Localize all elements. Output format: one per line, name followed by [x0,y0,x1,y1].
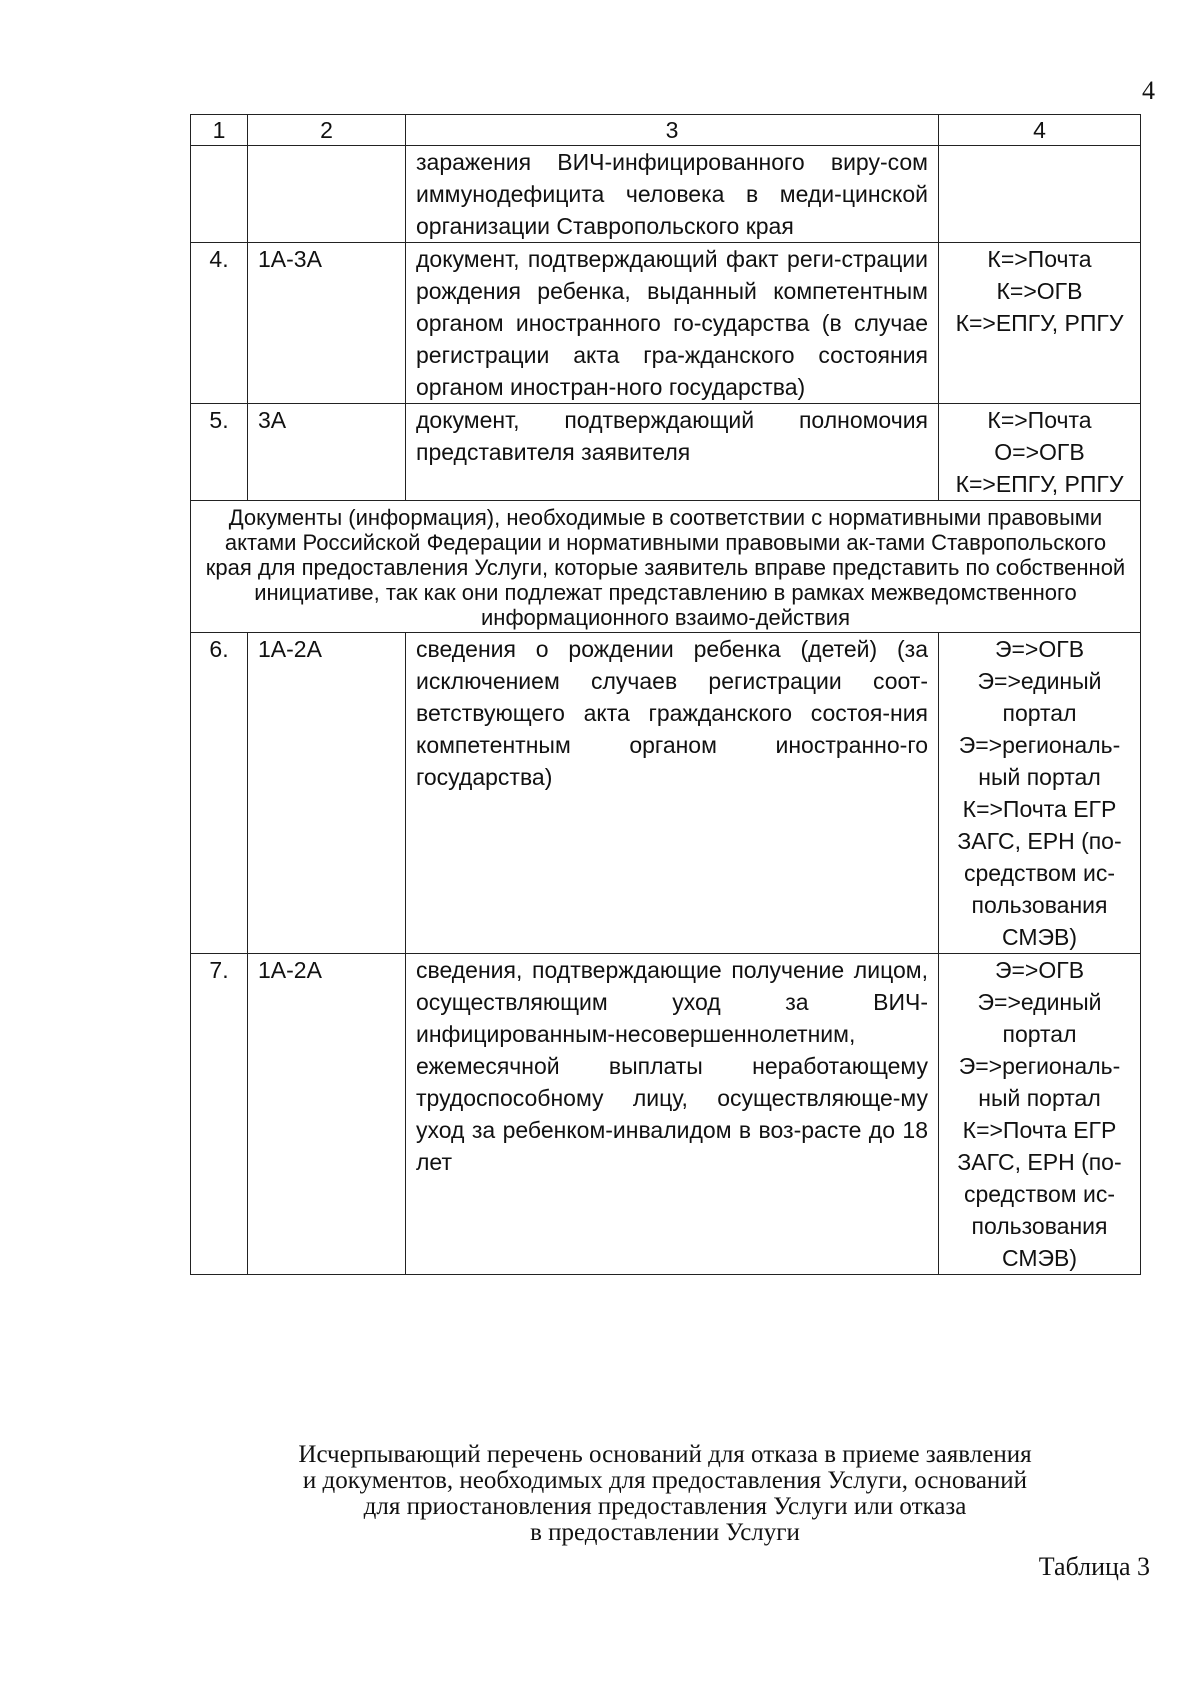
row-number: 7. [191,954,248,1275]
table-row [191,404,1141,501]
row-number: 4. [191,243,248,404]
channel-line: К=>Почта [987,407,1092,433]
table-label: Таблица 3 [1038,1552,1150,1581]
channel-line: Э=>ОГВ [994,957,1085,983]
channel-line: ный портал [978,764,1101,790]
channel-line: СМЭВ) [1001,1245,1078,1271]
header-col-3: 3 [406,115,939,146]
channel-line: К=>ОГВ [996,278,1083,304]
channel-line: К=>Почта [987,246,1092,272]
row-channels [939,954,1141,1275]
row-channels [939,243,1141,404]
channel-line: средством ис- [964,860,1115,886]
caption-line: и документов, необходимых для предоставления Услуги, оснований [302,1467,1028,1494]
table-row [191,243,1141,404]
channel-line: Э=>единый [977,989,1102,1015]
row-code [248,146,406,243]
channel-line: О=>ОГВ [994,439,1085,465]
channel-line: Э=>региональ- [958,1053,1121,1079]
header-col-2: 2 [248,115,406,146]
channel-line: пользования [971,1213,1108,1239]
header-col-1: 1 [191,115,248,146]
row-description: документ, подтверждающий факт реги-страции рождения ребенка, выданный компетентным органом иностранного го-сударства (в случае регистрации акта гра-жданского состояния органом иностран-ного государства) [406,243,939,404]
channel-line: ЗАГС, ЕРН (по- [957,828,1122,854]
row-description: сведения о рождении ребенка (детей) (за исключением случаев регистрации соот-ветствующего акта гражданского состоя-ния компетентным органом иностранно-го государства) [406,633,939,954]
row-description: заражения ВИЧ-инфицированного виру-сом иммунодефицита человека в меди-цинской организации Ставропольского края [406,146,939,243]
row-code: 1А-2А [248,633,406,954]
table-header-row [191,115,1141,146]
row-code: 3А [248,404,406,501]
row-channels [939,404,1141,501]
caption-line: для приостановления предоставления Услуги или отказа [363,1493,967,1520]
row-code: 1А-2А [248,954,406,1275]
row-channels [939,633,1141,954]
row-description: документ, подтверждающий полномочия представителя заявителя [406,404,939,501]
row-number: 5. [191,404,248,501]
channel-line: СМЭВ) [1001,924,1078,950]
table-row [191,954,1141,1275]
row-code: 1А-3А [248,243,406,404]
documents-table [190,114,1141,1275]
channel-line: Э=>региональ- [958,732,1121,758]
channel-line: К=>ЕПГУ, РПГУ [955,310,1124,336]
table-row [191,633,1141,954]
channel-line: ЗАГС, ЕРН (по- [957,1149,1122,1175]
channel-line: Э=>ОГВ [994,636,1085,662]
channel-line: пользования [971,892,1108,918]
row-number [191,146,248,243]
channel-line: портал [1002,1021,1077,1047]
channel-line: К=>ЕПГУ, РПГУ [955,471,1124,497]
section-heading-row [191,501,1141,633]
channel-line: средством ис- [964,1181,1115,1207]
channel-line: Э=>единый [977,668,1102,694]
page-number: 4 [1142,76,1155,105]
channel-line: портал [1002,700,1077,726]
caption-line: Исчерпывающий перечень оснований для отказа в приеме заявления [298,1441,1032,1468]
row-channels [939,146,1141,243]
section-caption [190,1442,1140,1546]
row-description: сведения, подтверждающие получение лицом, осуществляющим уход за ВИЧ-инфицированным-несовершеннолетним, ежемесячной выплаты неработающему трудоспособному лицу, осуществляюще-му уход за ребенком-инвалидом в воз-расте до 18 лет [406,954,939,1275]
channel-line: К=>Почта ЕГР [962,1117,1117,1143]
channel-line: ный портал [978,1085,1101,1111]
header-col-4: 4 [939,115,1141,146]
caption-line: в предоставлении Услуги [530,1519,800,1546]
section-heading: Документы (информация), необходимые в соответствии с нормативными правовыми актами Российской Федерации и нормативными правовыми ак-тами Ставропольского края для предоставления Услуги, которые заявитель вправе представить по собственной инициативе, так как они подлежат представлению в рамках межведомственного информационного взаимо-действия [191,501,1141,633]
channel-line: К=>Почта ЕГР [962,796,1117,822]
row-number: 6. [191,633,248,954]
table-row-continued [191,146,1141,243]
